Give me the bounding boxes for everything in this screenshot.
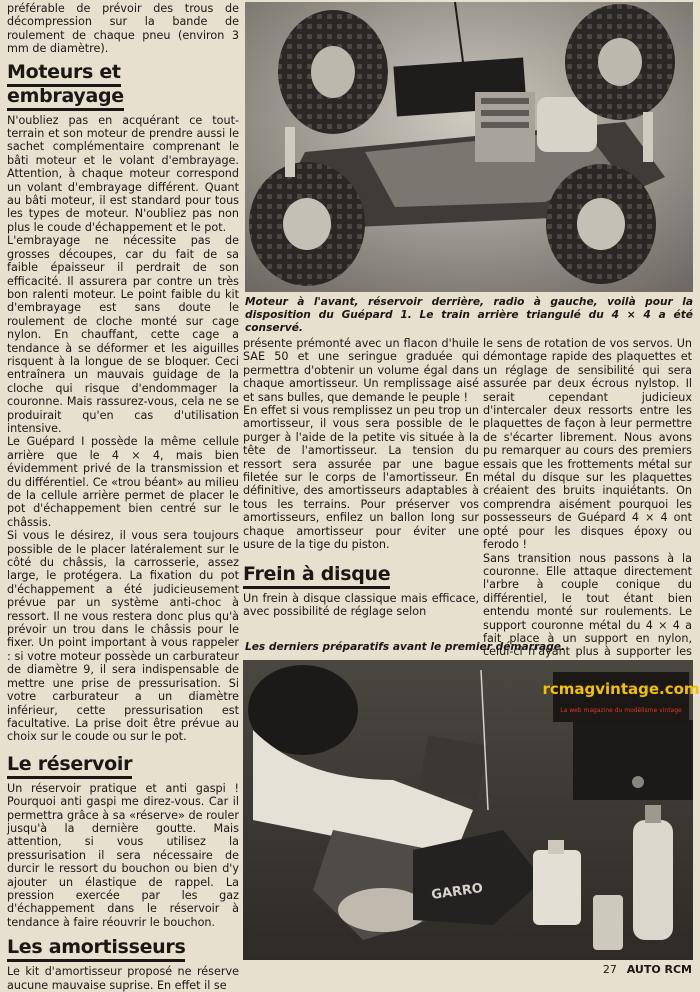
paragraph: Un frein à disque classique mais efficace, avec possibilité de réglage selon	[243, 591, 479, 618]
paragraph: le sens de rotation de vos servos. Un démontage rapide des plaquettes et un réglage de sensibilité qui sera assurée par deux écrous nylstop. Il serait cependant judicieux d'intercaler deux ressorts entre les plaquettes de façon à leur permettre de s'écarter librement. Nous avons pu remarquer au cours des premiers essais que les frottements métal sur métal du disque sur les plaquettes créaient des bruits inquiétants. On comprendra aisément pourquoi les possesseurs de Guépard 4 × 4 ont opté pour les disques époxy ou ferodo !	[483, 337, 692, 552]
paragraph: Si vous le désirez, il vous sera toujours possible de le placer latéralement sur le côté du châssis, la carrosserie, assez large, le protégera. La fixation du pot d'échappement a été judicieusement prévue par un système anti-choc à ressort. Il ne vous restera donc plus qu'à prévoir un trou dans le châssis pour le fixer. Un point important à vous rappeler : si votre moteur possède un carburateur de diamètre 9, il sera indispensable de mettre une prise de pressurisation. Si votre carburateur a un diamètre inférieur, cette pressurisation est facultative. La prise doit être prévue au choix sur le coude ou sur le pot.	[7, 529, 239, 744]
column-1	[7, 2, 239, 992]
column-2	[243, 337, 479, 618]
paragraph: Un réservoir pratique et anti gaspi ! Pourquoi anti gaspi me direz-vous. Car il permettra grâce à sa «réserve» de rouler jusqu'à la dernière goutte. Mais attention, si vous utilisez la pressurisation il sera nécessaire de durcir le ressort du bouchon ou bien d'y ajouter un élastique de rappel. La pression exercée par les gaz d'échappement dans le réservoir à tendance à faire réouvrir le bouchon.	[7, 781, 239, 929]
paragraph: En effet si vous remplissez un peu trop un amortisseur, il vous sera possible de le purger à l'aide de la petite vis située à la tête de l'amortisseur. La tension du ressort sera assurée par une bague filetée sur le corps de l'amortisseur. En définitive, des amortisseurs adaptables à tous les terrains. Pour préserver vos amortisseurs, enfilez un ballon long sur chaque amortisseur pour éviter une usure de la tige du piston.	[243, 404, 479, 552]
page-number: 27	[602, 963, 617, 976]
paragraph: Le kit d'amortisseur proposé ne réserve aucune mauvaise suprise. En effet il se	[7, 965, 239, 992]
heading-moteurs: Moteurs et embrayage	[7, 60, 239, 108]
column-3	[483, 337, 692, 672]
buggy-photo	[245, 2, 693, 292]
page-footer	[603, 963, 692, 976]
photo-caption-top: Moteur à l'avant, réservoir derrière, radio à gauche, voilà pour la disposition du Guépard 1. Le train arrière triangulé du 4 × 4 a été conservé.	[245, 296, 693, 334]
magazine-name: AUTO RCM	[626, 963, 692, 976]
logo-name: rcmagvintage.com	[542, 680, 700, 698]
paragraph: présente prémonté avec un flacon d'huile SAE 50 et une seringue graduée qui permettra d'obtenir un volume égal dans chaque amortisseur. Un remplissage aisé et sans bulles, que demande le peuple !	[243, 337, 479, 404]
garage-label: GARRO	[430, 880, 484, 903]
intro-paragraph: préférable de prévoir des trous de décompression sur la bande de roulement de chaque pneu (environ 3 mm de diamètre).	[7, 2, 239, 56]
paragraph: Sans transition nous passons à la couronne. Elle attaque directement l'arbre à couple conique du différentiel, le tout étant bien entendu monté sur roulements. Le support couronne métal du 4 × 4 a fait place à un support en nylon, celui-ci n'ayant plus à supporter les	[483, 551, 692, 659]
rcmagvintage-logo	[542, 672, 700, 722]
paragraph: Le Guépard I possède la même cellule arrière que le 4 × 4, mais bien évidemment privé de la transmission et du différentiel. Ce «trou béant» au milieu de la cellule arrière permet de placer le pot d'échappement bien centré sur le châssis.	[7, 435, 239, 529]
paragraph: L'embrayage ne nécessite pas de grosses découpes, car du fait de sa faible épaisseur il perdrait de son efficacité. Il assurera par contre un très bon ralenti moteur. Le point faible du kit d'embrayage est sans doute le roulement de cloche monté sur cage nylon. En chauffant, cette cage a tendance à se déformer et les aiguilles risquent à la longue de se bloquer. Ceci entraînera un mauvais guidage de la cloche qui risque d'endommager la couronne. Mais rassurez-vous, cela ne se produirait qu'en cas d'utilisation intensive.	[7, 234, 239, 435]
logo-tagline: La web magazine du modélisme vintage	[560, 707, 682, 714]
paragraph: N'oubliez pas en acquérant ce tout-terrain et son moteur de prendre aussi le sachet complémentaire comprenant le bâti moteur et le volant d'embrayage. Attention, à chaque moteur correspond un volant d'embrayage différent. Quant au bâti moteur, il est standard pour tous les types de moteur. N'oubliez pas non plus le coude d'échappement et le pot.	[7, 113, 239, 234]
heading-amortisseurs: Les amortisseurs	[7, 935, 239, 959]
heading-frein: Frein à disque	[243, 562, 479, 586]
heading-reservoir: Le réservoir	[7, 752, 239, 776]
photo-caption-bottom: Les derniers préparatifs avant le premier démarrage.	[245, 641, 566, 653]
